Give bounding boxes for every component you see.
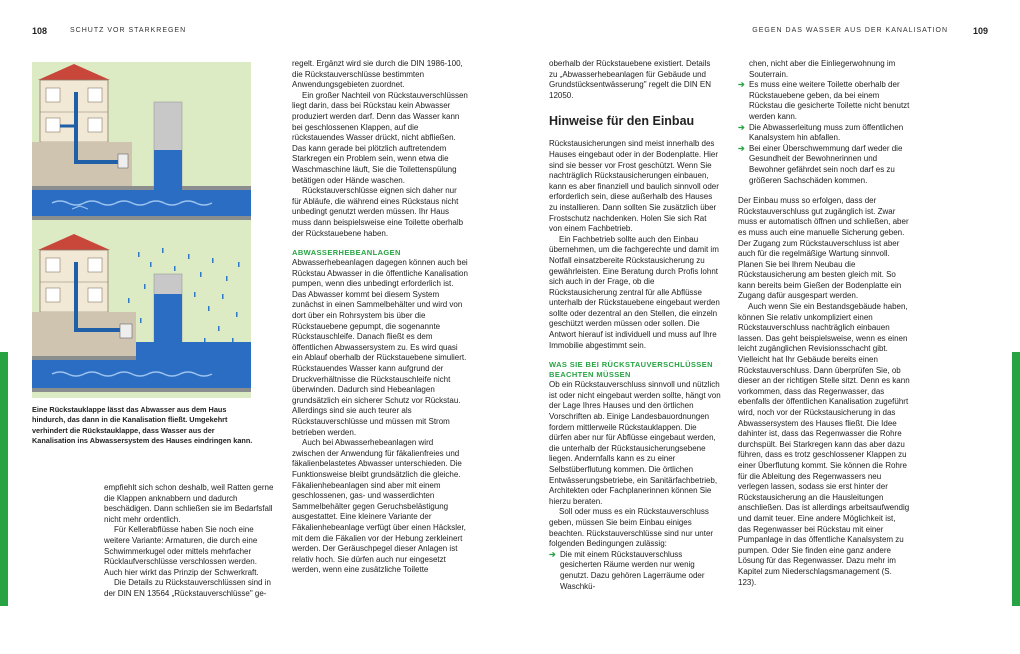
paragraph: Rückstausicherungen sind meist innerhalb des Hauses eingebaut oder in der Bodenplatte. Hier sind sie besser vor Frost geschützt. Wenn Sie nachträglich Rückstausicherungen einbauen, kann es aber finanziell und baulich sinnvoll oder erforderlich sein, diese außerhalb des Hauses zu installieren. Dann sollten Sie zusätzlich über Frostschutz nachdenken. Holen Sie sich Rat von einem Fachbetrieb. bbox=[549, 139, 719, 234]
column-3-text bbox=[549, 59, 721, 592]
paragraph: regelt. Ergänzt wird sie durch die DIN 1986-100, die Rückstauverschlüsse bestimmten Anwendungsgebieten zuordnet. bbox=[292, 59, 463, 90]
paragraph: Die Details zu Rückstauverschlüssen sind in der DIN EN 13564 „Rückstauverschlüsse" ge- bbox=[104, 578, 271, 598]
paragraph: Auch bei Abwasserhebeanlagen wird zwischen der Anwendung für fäkalienfreies und fäkalienbelastetes Abwasser unterschieden. Die Funktionsweise bleibt grundsätzlich die gleiche. Fäkalienhebeanlagen sind aber mit einem geschlossenen, gas- und wasserdichten Sammelbehälter gegen Geruchsbelästigung ausgestattet. Eine kleinere Variante der Fäkalienhebeanlage verfügt über einen Häcksler, mit dem die Fäkalien vor der Hebung zerkleinert werden. Der Geräuschpegel dieser Anlagen ist relativ hoch. Sie dürfen auch nur eingesetzt werden, wenn eine zusätzliche Toilette bbox=[292, 438, 466, 575]
paragraph: Ob ein Rückstauverschluss sinnvoll und nützlich ist oder nicht eingebaut werden sollte, hängt von der Lage Ihres Hauses und den örtlichen Vorschriften ab. Einige Landesbauordnungen fordern mittlerweile Rückstauklappen. Die dürfen aber nur für Abflüsse eingebaut werden, die unterhalb der Rückstausicherungsebene liegen. Andernfalls kann es zu einer Selbstüberflutung kommen. Die örtlichen Entwässerungsbetriebe, ein Sanitärfachbetrieb, Architekten oder Fachplanerinnen können Sie hierzu beraten. bbox=[549, 380, 721, 506]
column-2-text bbox=[292, 59, 468, 576]
paragraph: chen, nicht aber die Einliegerwohnung im Souterrain. bbox=[749, 59, 896, 79]
bullet-item: ➔ Bei einer Überschwemmung darf weder die Gesundheit der Bewohnerinnen und Bewohner gefährdet sein noch darf es zu größeren Sachschäden kommen. bbox=[738, 143, 903, 185]
bullet-item: ➔ Die mit einem Rückstauverschluss gesicherten Räume werden nur wenig genutzt. Dazu gehören Lagerräume oder Waschkü- bbox=[549, 549, 705, 591]
paragraph: Der Einbau muss so erfolgen, dass der Rückstauverschluss gut zugänglich ist. Zwar muss er automatisch öffnen und schließen, aber es muss auch eine manuelle Sicherung geben. Der Zugang zum Rückstauverschluss ist aber auch für die regelmäßige Wartung sinnvoll. Planen Sie bei Ihrem Neubau die Rückstausicherung am besten gleich mit. So kann bereits beim Gießen der Bodenplatte ein Zugang dafür ausgespart werden. bbox=[738, 196, 909, 301]
subheading-abwasserhebeanlagen: ABWASSERHEBEANLAGEN bbox=[292, 248, 401, 258]
paragraph: Ein großer Nachteil von Rückstauverschlüssen liegt darin, dass bei Rückstau kein Abwasser produziert werden darf. Denn das Wasser kann bei geschlossenen Klappen, auf die rückstauendes Wasser drückt, nicht abfließen. Das kann gerade bei plötzlich auftretendem Starkregen ein Problem sein, wenn etwa die Waschmaschine läuft, Sie die Toilettenspülung betätigen oder Hände waschen. bbox=[292, 90, 468, 185]
paragraph: empfiehlt sich schon deshalb, weil Ratten gerne die Klappen anknabbern und dadurch beschädigen. Dann schließen sie im Bedarfsfall nicht mehr ordentlich. bbox=[104, 483, 274, 524]
column-1-text bbox=[104, 483, 274, 600]
arrow-bullet-icon: ➔ bbox=[549, 549, 556, 559]
section-heading-einbau: Hinweise für den Einbau bbox=[549, 114, 695, 129]
arrow-bullet-icon: ➔ bbox=[738, 122, 745, 132]
column-4-text bbox=[738, 59, 910, 588]
paragraph: Ein Fachbetrieb sollte auch den Einbau übernehmen, um die fachgerechte und damit im Notfall einsatzbereite Rückstausicherung zu gewährleisten. Eine Beratung durch Profis lohnt sich auch in der Frage, ob die Rückstausicherung zentral für alle Abflüsse unterhalb der Rückstauebene eingebaut werden sollte oder dezentral an den Stellen, die einzeln geschützt werden müssen oder sollen. Die Antwort hierauf ist individuell und muss auf Ihre Immobilie abgestimmt sein. bbox=[549, 234, 720, 350]
chapter-marker-right bbox=[1012, 352, 1020, 606]
page-number-right: 109 bbox=[972, 26, 988, 36]
backflow-illustration bbox=[32, 62, 251, 398]
paragraph: Abwasserhebeanlagen dagegen können auch bei Rückstau Abwasser in die öffentliche Kanalisation pumpen, wenn dies unbedingt erforderlich ist. Das Abwasser kommt bei diesem System zunächst in einen Sammelbehälter und wird von dort über ein Rohrsystem bis über die Rückstauebene gepumpt, die sogenannte Rückstauschleife. Danach fließt es dem öffentlichen Abwassersystem zu. Es wird quasi ein Ablauf oberhalb der Rückstauebene simuliert. Rückstauendes Wasser kann aufgrund der Druckverhältnisse die Rückstauschleife nicht überwinden. Dadurch sind Hebeanlagen grundsätzlich ein sicherer Schutz vor Rückstau. Allerdings sind sie auch teurer als Rückstauverschlüsse und müssen mit Strom betrieben werden. bbox=[292, 258, 468, 437]
paragraph: oberhalb der Rückstauebene existiert. Details zu „Abwasserhebeanlagen für Gebäude und Grundstücksentwässerung" regelt die DIN EN 12050. bbox=[549, 59, 712, 100]
running-head-left: SCHUTZ VOR STARKREGEN bbox=[70, 27, 187, 34]
backflow-diagram bbox=[32, 62, 251, 398]
paragraph: Auch wenn Sie ein Bestandsgebäude haben, können Sie relativ unkompliziert einen Rückstauverschluss nachträglich einbauen lassen. Das geht beispielsweise, wenn es einen leicht zugänglichen Revisionsschacht gibt. Vielleicht hat Ihr Gebäude bereits einen Rückstauverschluss. Dann überprüfen Sie, ob dieser an der richtigen Stelle sitzt. Denn es kann vorkommen, dass das Regenwasser, das ebenfalls der öffentlichen Kanalisation zugeführt wird, noch vor der Rückstausicherung in das Abwassersystem des Hauses fließt. Die Idee dahinter ist, dass das Regenwasser die Rohre durchspült. Bei Starkregen kann das aber dazu führen, dass es trotz geschlossener Klappen zu einer Überflutung kommt. Sie können die Rohre für die Ableitung des Regenwassers neu verlegen lassen, sodass sie erst hinter der Rückstausicherung an die Hausleitungen anschließen. Das ist allerdings arbeitsaufwendig und damit teuer. Eine andere Möglichkeit ist, das Regenwasser bei Rückstau mit einer Pumpanlage in das öffentliche Kanalsystem zu pumpen. Oder Sie finden eine ganz andere Lösung für das Regenwasser. Dazu mehr im Kapitel zum Niederschlagsmanagement (S. 123). bbox=[738, 302, 910, 587]
bullet-item: ➔ Es muss eine weitere Toilette oberhalb der Rückstauebene geben, da bei einem Rückstau die gesicherte Toilette nicht benutzt werden kann. bbox=[738, 80, 910, 121]
figure-caption: Eine Rückstauklappe lässt das Abwasser aus dem Haus hindurch, das dann in die Kanalisation fließt. Umgekehrt verhindert die Rückstauklappe, dass Wasser aus der Kanalisation ins Abwassersystem des Hauses eindringen kann. bbox=[32, 405, 253, 445]
rain-drops bbox=[128, 248, 240, 343]
running-head-right: GEGEN DAS WASSER AUS DER KANALISATION bbox=[752, 27, 948, 34]
chapter-marker-left bbox=[0, 352, 8, 606]
arrow-bullet-icon: ➔ bbox=[738, 80, 745, 90]
paragraph: Rückstauverschlüsse eignen sich daher nur für Abläufe, die während eines Rückstaus nicht unbedingt genutzt werden müssen. Ihr Haus muss dann beispielsweise eine Toilette oberhalb der Rückstauebene haben. bbox=[292, 186, 464, 238]
page-number-left: 108 bbox=[32, 26, 48, 36]
house-top bbox=[32, 64, 132, 186]
paragraph: Für Kellerabflüsse haben Sie noch eine weitere Variante: Armaturen, die durch eine Schwimmerkugel oder mittels mehrfacher Rücklaufverschlüsse verschlossen werden. Auch hier wirkt das Prinzip der Schwerkraft. bbox=[104, 525, 259, 577]
bullet-item: ➔ Die Abwasserleitung muss zum öffentlichen Kanalsystem hin abfallen. bbox=[738, 122, 904, 143]
subheading-rueckstauverschluesse: WAS SIE BEI RÜCKSTAUVERSCHLÜSSEN BEACHTEN MÜSSEN bbox=[549, 360, 713, 380]
arrow-bullet-icon: ➔ bbox=[738, 143, 745, 153]
paragraph: Soll oder muss es ein Rückstauverschluss geben, müssen Sie beim Einbau einiges beachten. Rückstauverschlüsse sind nur unter folgenden Bedingungen zulässig: bbox=[549, 507, 714, 549]
house-bottom bbox=[32, 234, 136, 356]
